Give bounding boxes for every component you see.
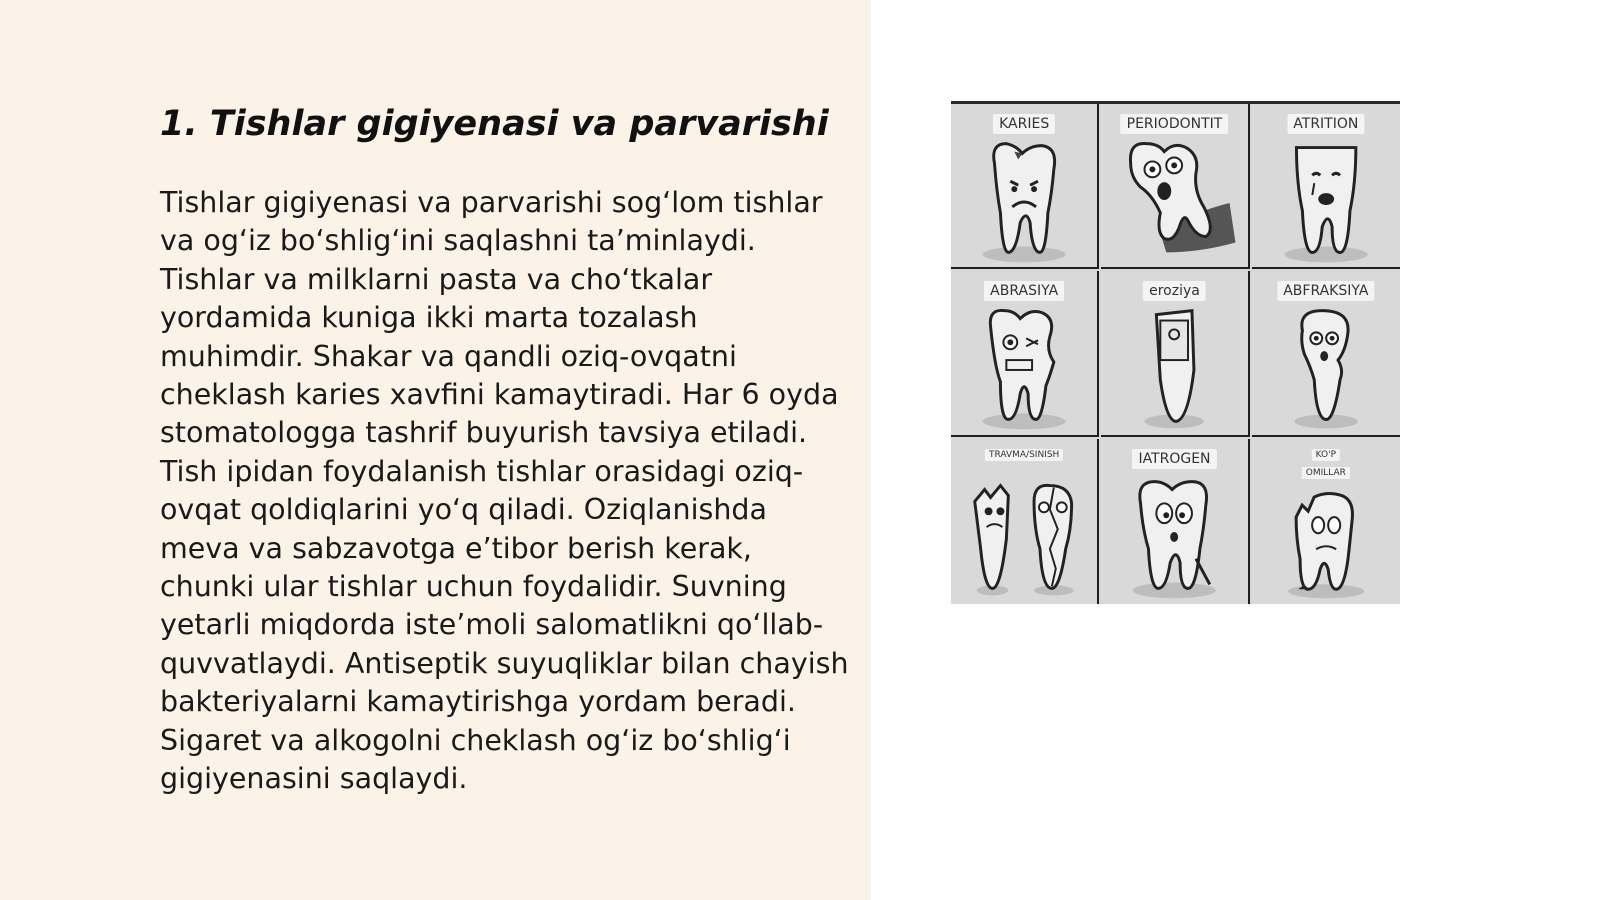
cell-karies <box>951 104 1099 269</box>
cell-label: ATRITION <box>1287 114 1364 134</box>
cell-eroziya <box>1101 271 1249 436</box>
cell-label: KO'P <box>1312 449 1340 461</box>
tooth-icon <box>951 271 1097 434</box>
cell-label: PERIODONTIT <box>1121 114 1229 134</box>
cell-label: ABRASIYA <box>984 281 1064 301</box>
cell-abfraksiya <box>1252 271 1400 436</box>
tooth-icon <box>1101 439 1247 604</box>
tooth-icon <box>1252 439 1400 604</box>
slide-title: 1. Tishlar gigiyenasi va parvarishi <box>160 104 829 144</box>
cell-iatrogen <box>1101 439 1249 604</box>
slide-body-text: Tishlar gigiyenasi va parvarishi sog‘lom tishlar va og‘iz bo‘shlig‘ini saqlashni ta’minlaydi. Tishlar va milklarni pasta va cho‘tkalar yordamida kuniga ikki marta tozalash muhimdir. Shakar va qandli oziq-ovqatni cheklash karies xavfini kamaytiradi. Har 6 oyda stomatologga tashrif buyurish tavsiya etiladi. Tish ipidan foydalanish tishlar orasidagi oziq-ovqat qoldiqlarini yo‘q qiladi. Oziqlanishda meva va sabzavotga e’tibor berish kerak, chunki ular tishlar uchun foydalidir. Suvning yetarli miqdorda iste’moli salomatlikni qo‘llab-quvvatlaydi. Antiseptik suyuqliklar bilan chayish bakteriyalarni kamaytirishga yordam beradi. Sigaret va alkogolni cheklash og‘iz bo‘shlig‘i gigiyenasini saqlaydi. <box>160 186 849 796</box>
tooth-icon <box>951 104 1097 267</box>
cell-atrition <box>1252 104 1400 269</box>
cell-abrasiya <box>951 271 1099 436</box>
tooth-conditions-illustration <box>951 101 1400 604</box>
cell-periodontit <box>1101 104 1249 269</box>
tooth-icon <box>1252 271 1400 434</box>
tooth-icon <box>1101 104 1247 267</box>
tooth-icon <box>1101 271 1247 434</box>
cell-label: TRAVMA/SINISH <box>985 449 1063 461</box>
tooth-icon <box>1252 104 1400 267</box>
cell-label: IATROGEN <box>1132 449 1216 469</box>
tooth-icon <box>951 439 1097 604</box>
cell-label: KARIES <box>993 114 1055 134</box>
cell-kop-omillar <box>1252 439 1400 604</box>
cell-label-second-line: OMILLAR <box>1302 467 1350 479</box>
cell-label: ABFRAKSIYA <box>1277 281 1374 301</box>
cell-label: eroziya <box>1143 281 1206 301</box>
cell-travma <box>951 439 1099 604</box>
